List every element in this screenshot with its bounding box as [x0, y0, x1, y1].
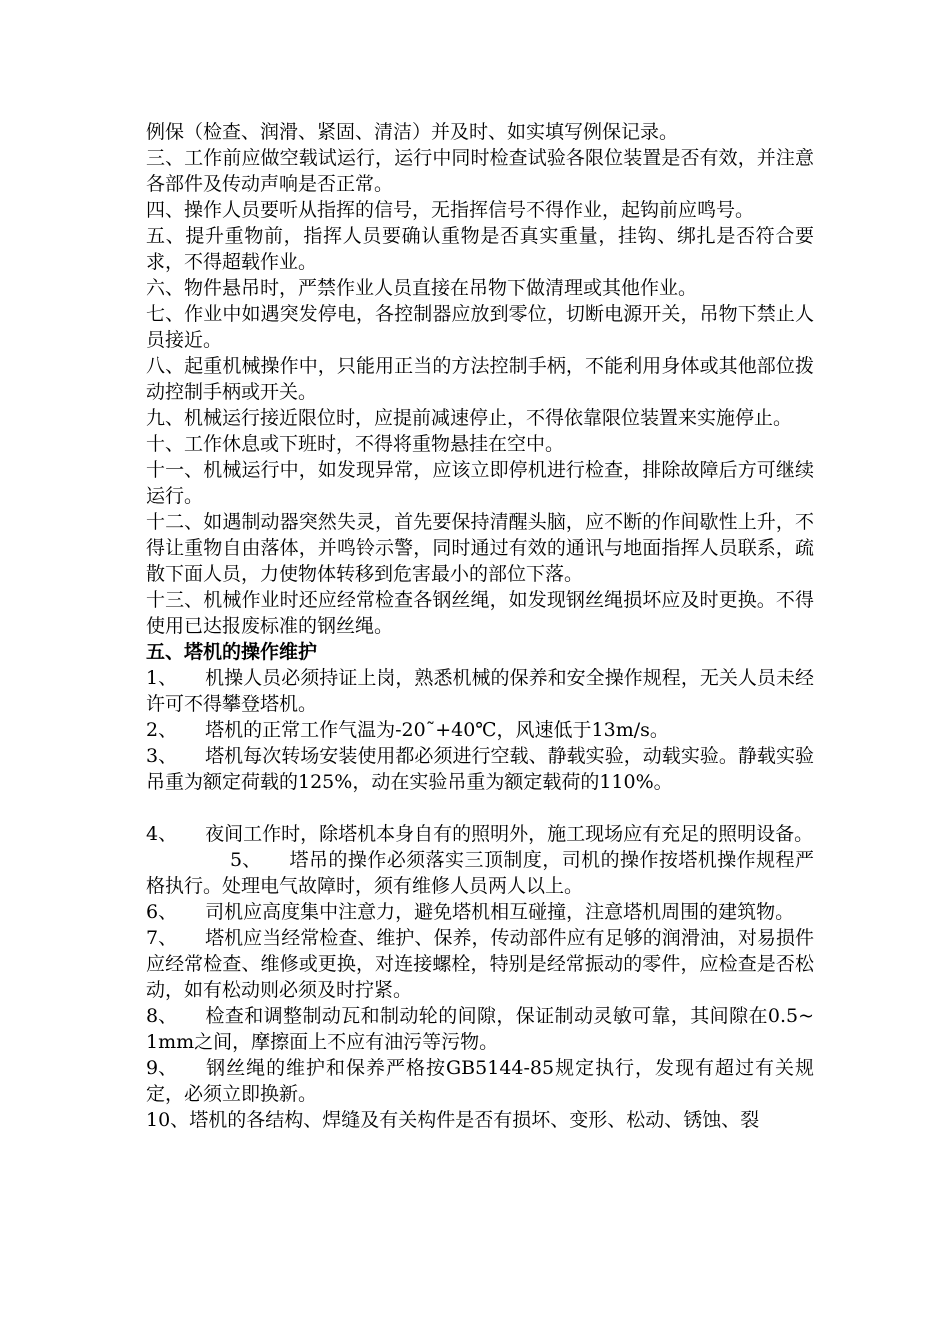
item-number: 7、: [146, 927, 178, 949]
paragraph: 十三、机械作业时还应经常检查各钢丝绳，如发现钢丝绳损坏应及时更换。不得使用已达报废标准的钢丝绳。: [146, 589, 814, 637]
section-heading: 五、塔机的操作维护: [146, 641, 318, 663]
item-number: 3、: [146, 745, 178, 767]
item-number: 5、: [230, 849, 262, 871]
item-text: 塔机每次转场安装使用都必须进行空载、静载实验，动载实验。静载实验吊重为额定荷载的125%，动在实验吊重为额定载荷的110%。: [146, 745, 814, 793]
list-item: [146, 665, 814, 717]
item-text: 司机应高度集中注意力，避免塔机相互碰撞，注意塔机周围的建筑物。: [205, 901, 795, 923]
item-number: 9、: [146, 1057, 178, 1079]
item-number: 4、: [146, 823, 178, 845]
item-number: 8、: [146, 1005, 178, 1027]
item-text: 塔机的正常工作气温为-20˜+40℃，风速低于13m/s。: [205, 719, 669, 741]
paragraph: 四、操作人员要听从指挥的信号，无指挥信号不得作业，起钩前应鸣号。: [146, 199, 755, 221]
list-item: [146, 821, 814, 847]
item-number: 10、: [146, 1109, 190, 1131]
list-item: [146, 847, 814, 899]
list-item: [146, 1055, 814, 1107]
item-text: 塔机应当经常检查、维护、保养，传动部件应有足够的润滑油，对易损件应经常检查、维修或更换，对连接螺栓，特别是经常振动的零件，应检查是否松动，如有松动则必须及时拧紧。: [146, 927, 814, 1001]
item-number: 2、: [146, 719, 178, 741]
paragraph: 十一、机械运行中，如发现异常，应该立即停机进行检查，排除故障后方可继续运行。: [146, 459, 814, 507]
item-text: 塔吊的操作必须落实三顶制度，司机的操作按塔机操作规程严格执行。处理电气故障时，须有维修人员两人以上。: [146, 849, 814, 897]
paragraph: 十、工作休息或下班时，不得将重物悬挂在空中。: [146, 433, 565, 455]
paragraph: 十二、如遇制动器突然失灵，首先要保持清醒头脑，应不断的作间歇性上升，不得让重物自由落体，并鸣铃示警，同时通过有效的通讯与地面指挥人员联系，疏散下面人员，力使物体转移到危害最小的部位下落。: [146, 511, 814, 585]
document-body: [146, 119, 814, 1133]
item-number: 6、: [146, 901, 178, 923]
paragraph: 例保（检查、润滑、紧固、清洁）并及时、如实填写例保记录。: [146, 121, 679, 143]
item-text: 夜间工作时，除塔机本身自有的照明外，施工现场应有充足的照明设备。: [205, 823, 814, 845]
list-item: [146, 1003, 814, 1055]
paragraph: 八、起重机械操作中，只能用正当的方法控制手柄，不能利用身体或其他部位拨动控制手柄或开关。: [146, 355, 814, 403]
item-text: 检查和调整制动瓦和制动轮的间隙，保证制动灵敏可靠，其间隙在0.5~1mm之间，摩擦面上不应有油污等污物。: [146, 1005, 814, 1053]
list-item: [146, 899, 814, 925]
paragraph: 五、提升重物前，指挥人员要确认重物是否真实重量，挂钩、绑扎是否符合要求，不得超载作业。: [146, 225, 814, 273]
list-item: [146, 743, 814, 795]
paragraph: 六、物件悬吊时，严禁作业人员直接在吊物下做清理或其他作业。: [146, 277, 698, 299]
paragraph: 三、工作前应做空载试运行，运行中同时检查试验各限位装置是否有效，并注意各部件及传动声响是否正常。: [146, 147, 814, 195]
item-number: 1、: [146, 667, 178, 689]
list-item: [146, 925, 814, 1003]
blank-line: [146, 795, 814, 821]
item-text: 塔机的各结构、焊缝及有关构件是否有损坏、变形、松动、锈蚀、裂: [189, 1109, 760, 1131]
item-text: 机操人员必须持证上岗，熟悉机械的保养和安全操作规程，无关人员未经许可不得攀登塔机。: [146, 667, 814, 715]
paragraph: 七、作业中如遇突发停电，各控制器应放到零位，切断电源开关，吊物下禁止人员接近。: [146, 303, 814, 351]
item-text: 钢丝绳的维护和保养严格按GB5144-85规定执行，发现有超过有关规定，必须立即换新。: [146, 1057, 814, 1105]
list-item: [146, 717, 814, 743]
paragraph: 九、机械运行接近限位时，应提前减速停止，不得依靠限位装置来实施停止。: [146, 407, 793, 429]
list-item: [146, 1107, 814, 1133]
